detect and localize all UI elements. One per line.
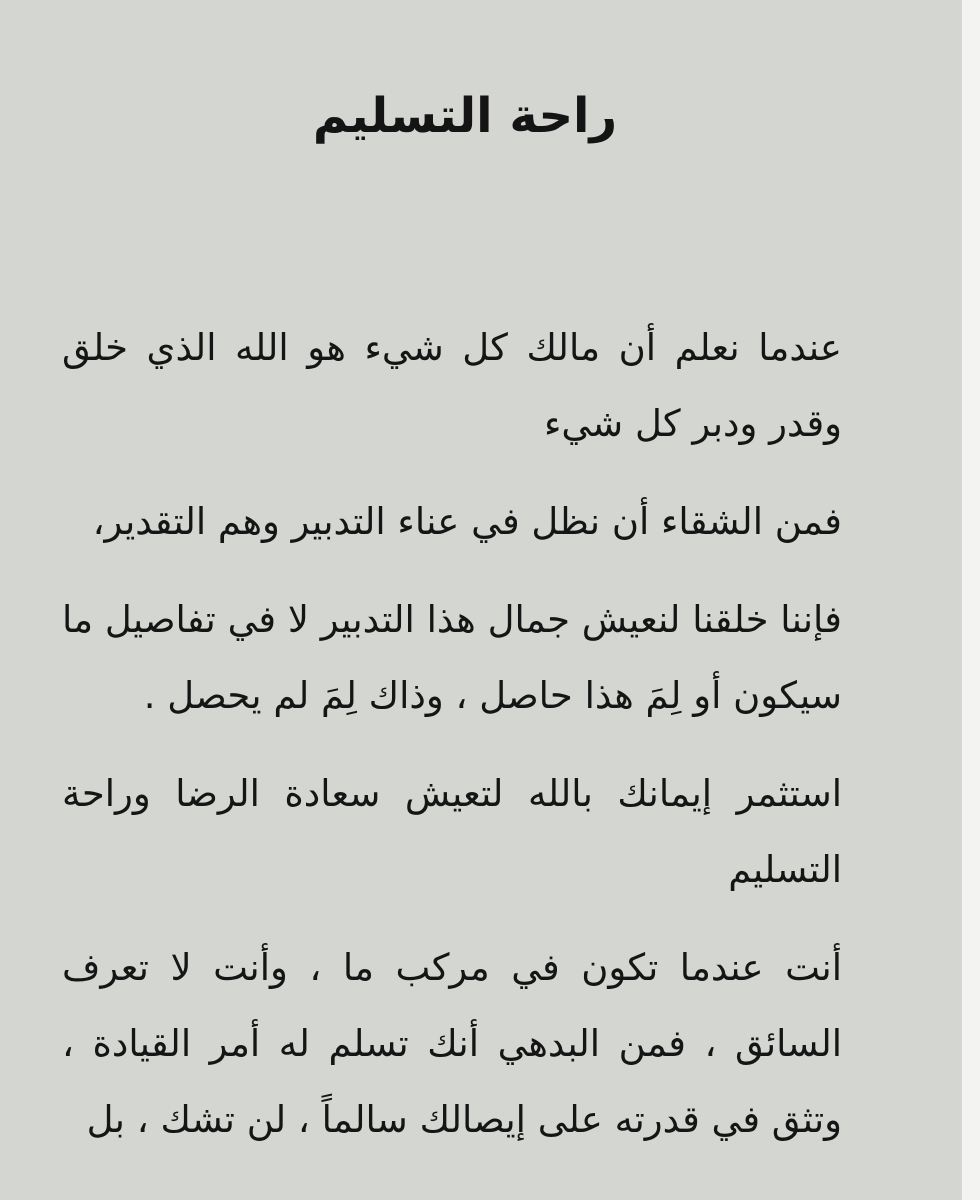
paragraph-4: استثمر إيمانك بالله لتعيش سعادة الرضا وراحة التسليم	[62, 772, 842, 891]
paragraph-2: فمن الشقاء أن نظل في عناء التدبير وهم التقدير،	[92, 500, 842, 543]
document-body	[62, 310, 842, 1180]
document-title: راحة التسليم	[312, 88, 618, 144]
paragraph-3: فإننا خلقنا لنعيش جمال هذا التدبير لا في تفاصيل ما سيكون أو لِمَ هذا حاصل ، وذاك لِمَ لم يحصل .	[62, 598, 842, 717]
paragraph-5: أنت عندما تكون في مركب ما ، وأنت لا تعرف السائق ، فمن البدهي أنك تسلم له أمر القيادة ، وتثق في قدرته على إيصالك سالماً ، لن تشك ، بل	[62, 946, 842, 1141]
paragraph-1: عندما نعلم أن مالك كل شيء هو الله الذي خلق وقدر ودبر كل شيء	[62, 326, 842, 445]
